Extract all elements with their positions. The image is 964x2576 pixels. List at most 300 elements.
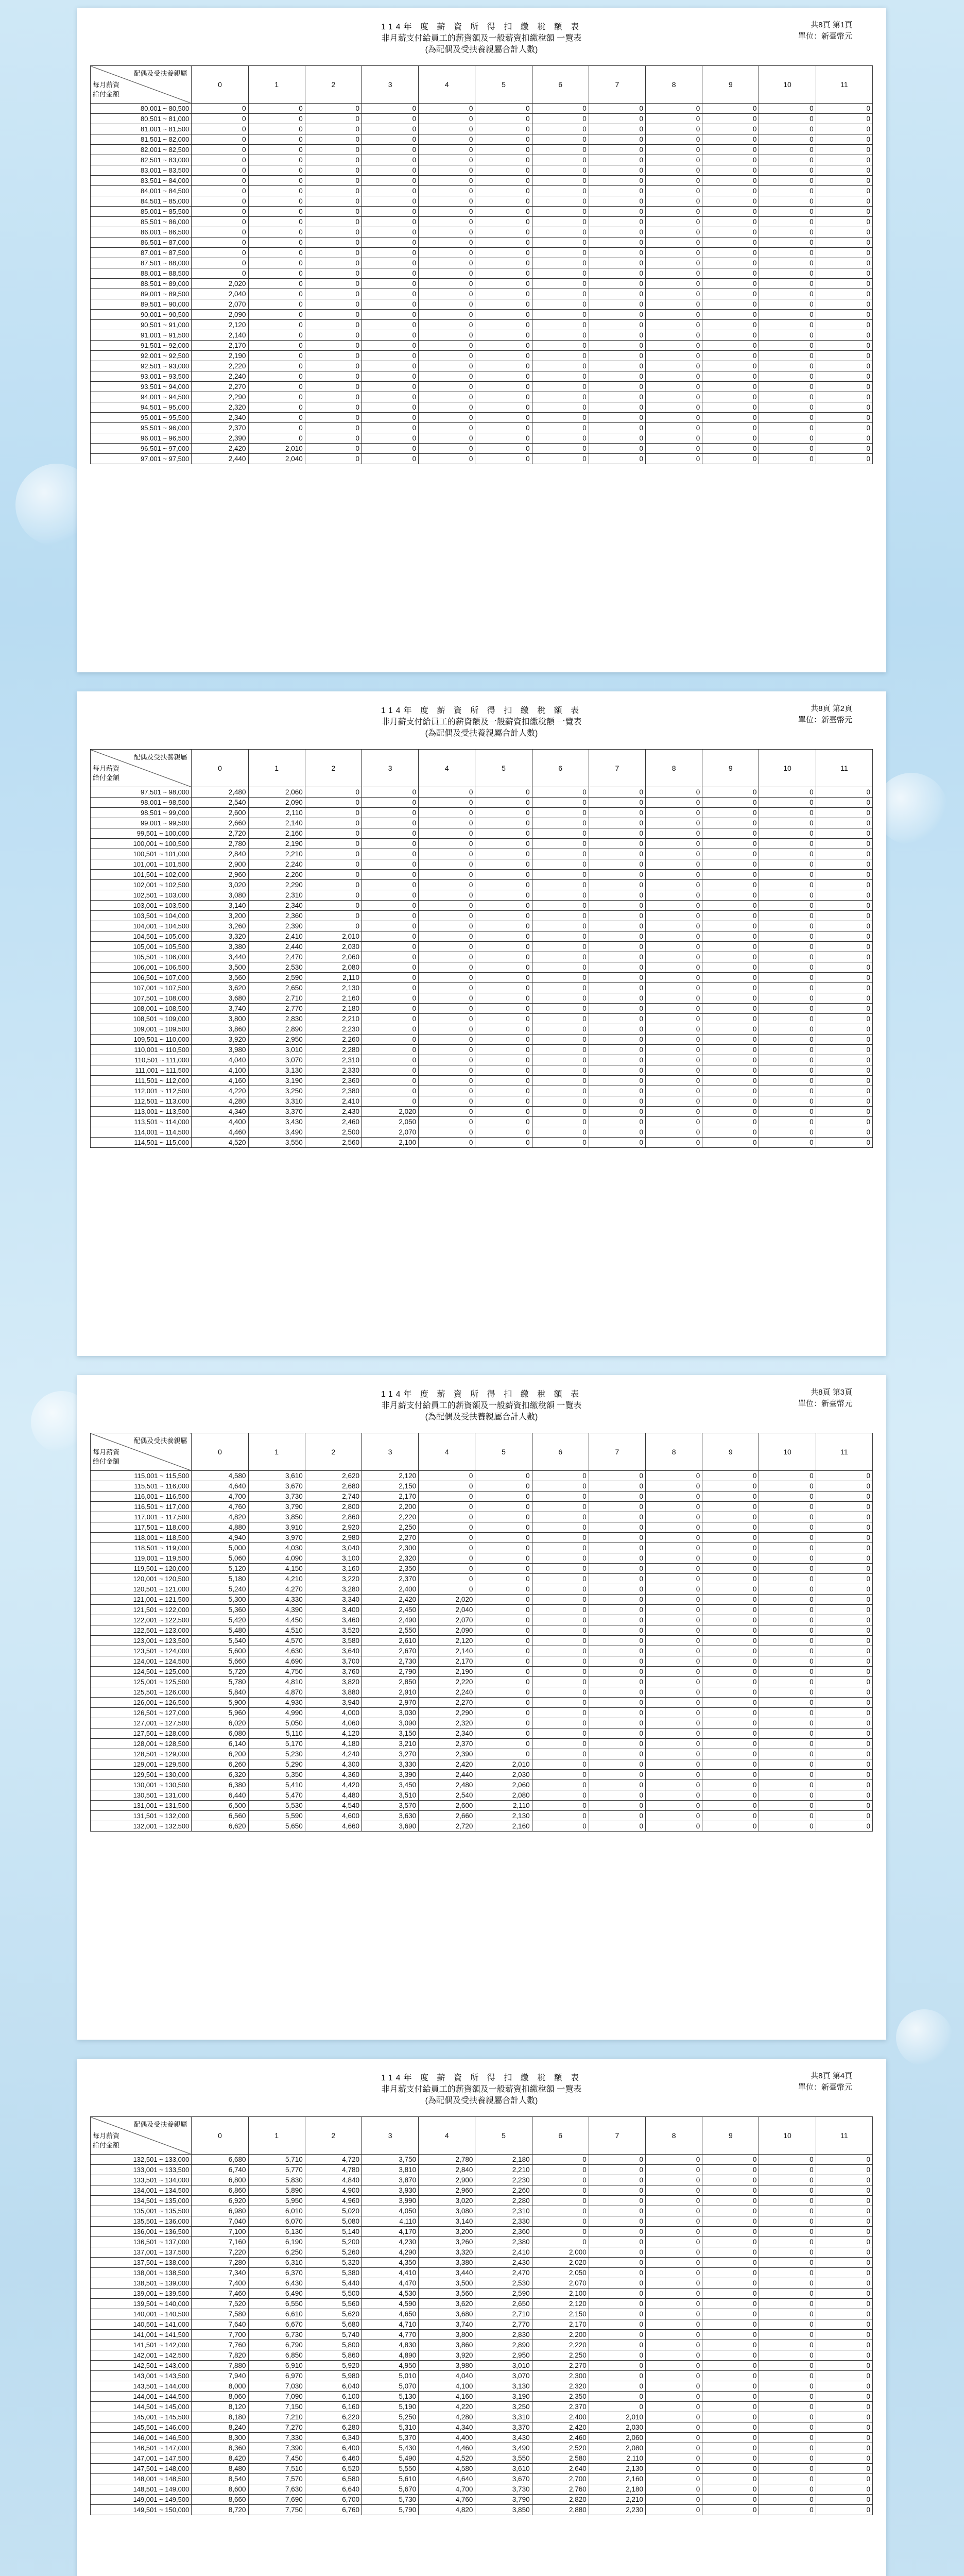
tax-amount-cell: 8,660 bbox=[192, 2495, 248, 2505]
table-row bbox=[91, 1127, 873, 1138]
tax-amount-cell: 0 bbox=[361, 1004, 418, 1014]
tax-amount-cell: 0 bbox=[759, 2216, 816, 2227]
tax-amount-cell: 6,550 bbox=[248, 2299, 305, 2309]
tax-amount-cell: 0 bbox=[361, 227, 418, 238]
tax-amount-cell: 0 bbox=[589, 880, 645, 890]
tax-amount-cell: 0 bbox=[589, 859, 645, 870]
tax-amount-cell: 0 bbox=[759, 798, 816, 808]
salary-range-cell: 138,501 ~ 139,000 bbox=[91, 2278, 192, 2289]
tax-amount-cell: 0 bbox=[589, 921, 645, 931]
tax-amount-cell: 0 bbox=[248, 289, 305, 299]
table-row bbox=[91, 2278, 873, 2289]
currency-unit: 單位：新臺幣元 bbox=[798, 2083, 852, 2092]
tax-amount-cell: 6,040 bbox=[305, 2381, 361, 2392]
tax-amount-cell: 0 bbox=[816, 931, 872, 942]
tax-amount-cell: 2,600 bbox=[419, 1801, 475, 1811]
tax-amount-cell: 0 bbox=[305, 787, 361, 798]
tax-amount-cell: 0 bbox=[532, 2227, 589, 2237]
tax-amount-cell: 0 bbox=[816, 1512, 872, 1522]
tax-amount-cell: 3,760 bbox=[305, 1667, 361, 1677]
tax-amount-cell: 0 bbox=[419, 1014, 475, 1024]
tax-amount-cell: 0 bbox=[475, 145, 532, 155]
salary-range-cell: 135,501 ~ 136,000 bbox=[91, 2216, 192, 2227]
tax-amount-cell: 0 bbox=[702, 258, 759, 268]
tax-amount-cell: 0 bbox=[419, 931, 475, 942]
tax-amount-cell: 0 bbox=[419, 1107, 475, 1117]
column-header: 8 bbox=[646, 750, 702, 787]
tax-amount-cell: 0 bbox=[646, 134, 702, 145]
tax-amount-cell: 0 bbox=[192, 217, 248, 227]
tax-amount-cell: 5,960 bbox=[192, 1708, 248, 1718]
tax-amount-cell: 0 bbox=[816, 1790, 872, 1801]
tax-amount-cell: 0 bbox=[702, 1574, 759, 1584]
tax-amount-cell: 0 bbox=[532, 1595, 589, 1605]
tax-amount-cell: 7,280 bbox=[192, 2258, 248, 2268]
tax-amount-cell: 0 bbox=[361, 993, 418, 1004]
tax-amount-cell: 0 bbox=[816, 124, 872, 134]
tax-amount-cell: 0 bbox=[532, 962, 589, 973]
tax-amount-cell: 4,660 bbox=[305, 1821, 361, 1832]
salary-range-cell: 139,001 ~ 139,500 bbox=[91, 2289, 192, 2299]
tax-amount-cell: 0 bbox=[646, 911, 702, 921]
tax-amount-cell: 0 bbox=[589, 787, 645, 798]
tax-amount-cell: 0 bbox=[646, 1014, 702, 1024]
tax-amount-cell: 0 bbox=[759, 2350, 816, 2361]
tax-amount-cell: 4,650 bbox=[361, 2309, 418, 2319]
tax-amount-cell: 0 bbox=[646, 145, 702, 155]
tax-amount-cell: 2,300 bbox=[361, 1543, 418, 1553]
tax-amount-cell: 6,250 bbox=[248, 2247, 305, 2258]
tax-amount-cell: 0 bbox=[475, 1636, 532, 1646]
tax-amount-cell: 0 bbox=[759, 341, 816, 351]
tax-amount-cell: 2,290 bbox=[248, 880, 305, 890]
tax-amount-cell: 0 bbox=[532, 2155, 589, 2165]
tax-amount-cell: 2,210 bbox=[475, 2165, 532, 2175]
tax-amount-cell: 0 bbox=[532, 361, 589, 371]
tax-amount-cell: 0 bbox=[759, 1595, 816, 1605]
table-row bbox=[91, 1759, 873, 1770]
tax-amount-cell: 0 bbox=[759, 849, 816, 859]
tax-amount-cell: 0 bbox=[532, 1553, 589, 1564]
tax-amount-cell: 0 bbox=[702, 952, 759, 962]
tax-amount-cell: 0 bbox=[759, 921, 816, 931]
tax-amount-cell: 4,810 bbox=[248, 1677, 305, 1687]
tax-amount-cell: 2,770 bbox=[248, 1004, 305, 1014]
tax-amount-cell: 0 bbox=[361, 931, 418, 942]
tax-amount-cell: 0 bbox=[646, 413, 702, 423]
tax-amount-cell: 0 bbox=[532, 402, 589, 413]
tax-amount-cell: 0 bbox=[589, 2206, 645, 2216]
tax-amount-cell: 0 bbox=[759, 1584, 816, 1595]
column-header: 3 bbox=[361, 2117, 418, 2155]
tax-amount-cell: 0 bbox=[192, 238, 248, 248]
salary-range-cell: 130,501 ~ 131,000 bbox=[91, 1790, 192, 1801]
table-row bbox=[91, 145, 873, 155]
tax-amount-cell: 0 bbox=[305, 124, 361, 134]
tax-amount-cell: 8,480 bbox=[192, 2464, 248, 2474]
tax-amount-cell: 4,630 bbox=[248, 1646, 305, 1656]
salary-range-cell: 102,001 ~ 102,500 bbox=[91, 880, 192, 890]
tax-amount-cell: 0 bbox=[475, 207, 532, 217]
tax-amount-cell: 0 bbox=[305, 818, 361, 828]
tax-amount-cell: 0 bbox=[759, 454, 816, 464]
tax-amount-cell: 0 bbox=[646, 2340, 702, 2350]
tax-amount-cell: 0 bbox=[646, 1656, 702, 1667]
salary-range-cell: 116,001 ~ 116,500 bbox=[91, 1492, 192, 1502]
tax-amount-cell: 2,130 bbox=[589, 2464, 645, 2474]
tax-amount-cell: 2,420 bbox=[361, 1595, 418, 1605]
tax-amount-cell: 0 bbox=[475, 351, 532, 361]
salary-range-cell: 105,501 ~ 106,000 bbox=[91, 952, 192, 962]
tax-amount-cell: 2,080 bbox=[305, 962, 361, 973]
tax-amount-cell: 0 bbox=[419, 176, 475, 186]
tax-amount-cell: 0 bbox=[589, 392, 645, 402]
tax-amount-cell: 0 bbox=[419, 258, 475, 268]
tax-amount-cell: 2,460 bbox=[305, 1117, 361, 1127]
column-header: 2 bbox=[305, 2117, 361, 2155]
column-header: 8 bbox=[646, 2117, 702, 2155]
tax-amount-cell: 0 bbox=[475, 155, 532, 165]
tax-amount-cell: 0 bbox=[702, 371, 759, 382]
tax-amount-cell: 0 bbox=[248, 433, 305, 444]
tax-amount-cell: 4,340 bbox=[419, 2422, 475, 2433]
salary-range-cell: 94,501 ~ 95,000 bbox=[91, 402, 192, 413]
tax-amount-cell: 0 bbox=[759, 392, 816, 402]
tax-amount-cell: 0 bbox=[646, 2474, 702, 2484]
tax-amount-cell: 0 bbox=[816, 911, 872, 921]
tax-amount-cell: 0 bbox=[589, 849, 645, 859]
table-row bbox=[91, 1481, 873, 1492]
salary-range-cell: 81,001 ~ 81,500 bbox=[91, 124, 192, 134]
tax-amount-cell: 0 bbox=[248, 268, 305, 279]
tax-amount-cell: 3,080 bbox=[419, 2206, 475, 2216]
tax-amount-cell: 0 bbox=[589, 186, 645, 196]
tax-amount-cell: 0 bbox=[419, 1564, 475, 1574]
tax-amount-cell: 0 bbox=[759, 1780, 816, 1790]
table-row bbox=[91, 1512, 873, 1522]
tax-amount-cell: 2,410 bbox=[475, 2247, 532, 2258]
tax-amount-cell: 0 bbox=[702, 983, 759, 993]
tax-amount-cell: 0 bbox=[475, 983, 532, 993]
tax-amount-cell: 0 bbox=[532, 1821, 589, 1832]
tax-amount-cell: 3,670 bbox=[248, 1481, 305, 1492]
tax-amount-cell: 3,340 bbox=[305, 1595, 361, 1605]
tax-amount-cell: 0 bbox=[475, 1471, 532, 1481]
tax-amount-cell: 0 bbox=[475, 330, 532, 341]
tax-amount-cell: 0 bbox=[419, 962, 475, 973]
tax-amount-cell: 0 bbox=[475, 1584, 532, 1595]
tax-amount-cell: 0 bbox=[702, 1543, 759, 1553]
tax-amount-cell: 0 bbox=[361, 196, 418, 207]
tax-amount-cell: 0 bbox=[589, 134, 645, 145]
tax-amount-cell: 0 bbox=[305, 859, 361, 870]
tax-amount-cell: 2,480 bbox=[192, 787, 248, 798]
tax-amount-cell: 5,560 bbox=[305, 2299, 361, 2309]
table-row bbox=[91, 952, 873, 962]
tax-amount-cell: 2,200 bbox=[532, 2330, 589, 2340]
table-row bbox=[91, 983, 873, 993]
table-row bbox=[91, 165, 873, 176]
tax-amount-cell: 0 bbox=[646, 165, 702, 176]
tax-amount-cell: 0 bbox=[646, 2268, 702, 2278]
tax-amount-cell: 0 bbox=[589, 1687, 645, 1698]
table-row bbox=[91, 104, 873, 114]
tax-amount-cell: 0 bbox=[759, 818, 816, 828]
tax-amount-cell: 0 bbox=[361, 890, 418, 901]
salary-range-cell: 146,501 ~ 147,000 bbox=[91, 2443, 192, 2453]
tax-amount-cell: 0 bbox=[702, 1595, 759, 1605]
salary-range-cell: 118,001 ~ 118,500 bbox=[91, 1533, 192, 1543]
column-header: 1 bbox=[248, 750, 305, 787]
tax-amount-cell: 0 bbox=[816, 901, 872, 911]
tax-amount-cell: 0 bbox=[759, 1471, 816, 1481]
tax-amount-cell: 2,420 bbox=[192, 444, 248, 454]
tax-amount-cell: 7,090 bbox=[248, 2392, 305, 2402]
salary-range-cell: 121,001 ~ 121,500 bbox=[91, 1595, 192, 1605]
column-header: 3 bbox=[361, 1433, 418, 1471]
tax-amount-cell: 2,270 bbox=[532, 2361, 589, 2371]
tax-amount-cell: 0 bbox=[532, 289, 589, 299]
tax-amount-cell: 0 bbox=[646, 2402, 702, 2412]
tax-amount-cell: 0 bbox=[702, 890, 759, 901]
tax-amount-cell: 0 bbox=[646, 2155, 702, 2165]
tax-amount-cell: 2,150 bbox=[532, 2309, 589, 2319]
column-header: 9 bbox=[702, 1433, 759, 1471]
tax-amount-cell: 0 bbox=[702, 341, 759, 351]
column-header: 11 bbox=[816, 750, 872, 787]
tax-amount-cell: 5,260 bbox=[305, 2247, 361, 2258]
salary-range-cell: 87,501 ~ 88,000 bbox=[91, 258, 192, 268]
tax-amount-cell: 0 bbox=[475, 1492, 532, 1502]
tax-amount-cell: 0 bbox=[702, 1045, 759, 1055]
salary-range-cell: 94,001 ~ 94,500 bbox=[91, 392, 192, 402]
tax-amount-cell: 6,010 bbox=[248, 2206, 305, 2216]
tax-amount-cell: 0 bbox=[702, 1687, 759, 1698]
tax-amount-cell: 0 bbox=[475, 310, 532, 320]
tax-amount-cell: 3,100 bbox=[305, 1553, 361, 1564]
salary-range-cell: 144,501 ~ 145,000 bbox=[91, 2402, 192, 2412]
tax-amount-cell: 0 bbox=[532, 983, 589, 993]
tax-amount-cell: 0 bbox=[475, 413, 532, 423]
tax-amount-cell: 0 bbox=[419, 921, 475, 931]
tax-amount-cell: 2,280 bbox=[475, 2196, 532, 2206]
tax-amount-cell: 0 bbox=[759, 299, 816, 310]
tax-amount-cell: 0 bbox=[646, 341, 702, 351]
tax-amount-cell: 0 bbox=[361, 787, 418, 798]
tax-amount-cell: 0 bbox=[305, 155, 361, 165]
tax-amount-cell: 2,290 bbox=[192, 392, 248, 402]
tax-amount-cell: 0 bbox=[475, 1667, 532, 1677]
tax-amount-cell: 0 bbox=[646, 310, 702, 320]
table-row bbox=[91, 890, 873, 901]
tax-amount-cell: 2,100 bbox=[361, 1138, 418, 1148]
salary-range-cell: 112,501 ~ 113,000 bbox=[91, 1096, 192, 1107]
tax-amount-cell: 0 bbox=[419, 1004, 475, 1014]
tax-amount-cell: 0 bbox=[475, 1035, 532, 1045]
tax-amount-cell: 0 bbox=[532, 880, 589, 890]
tax-amount-cell: 0 bbox=[361, 973, 418, 983]
tax-amount-cell: 0 bbox=[646, 1636, 702, 1646]
tax-amount-cell: 3,070 bbox=[248, 1055, 305, 1065]
tax-amount-cell: 0 bbox=[759, 1045, 816, 1055]
tax-amount-cell: 6,200 bbox=[192, 1749, 248, 1759]
salary-range-cell: 89,501 ~ 90,000 bbox=[91, 299, 192, 310]
tax-amount-cell: 4,700 bbox=[419, 2484, 475, 2495]
tax-amount-cell: 0 bbox=[702, 2371, 759, 2381]
tax-amount-cell: 0 bbox=[702, 1481, 759, 1492]
tax-amount-cell: 0 bbox=[759, 382, 816, 392]
tax-amount-cell: 0 bbox=[532, 1543, 589, 1553]
tax-amount-cell: 0 bbox=[816, 2216, 872, 2227]
tax-amount-cell: 2,560 bbox=[305, 1138, 361, 1148]
tax-amount-cell: 0 bbox=[816, 279, 872, 289]
table-row bbox=[91, 1004, 873, 1014]
tax-amount-cell: 2,680 bbox=[305, 1481, 361, 1492]
tax-amount-cell: 0 bbox=[589, 1096, 645, 1107]
tax-amount-cell: 0 bbox=[759, 2268, 816, 2278]
tax-amount-cell: 0 bbox=[702, 2453, 759, 2464]
tax-amount-cell: 7,210 bbox=[248, 2412, 305, 2422]
tax-amount-cell: 0 bbox=[759, 2206, 816, 2216]
tax-amount-cell: 0 bbox=[361, 901, 418, 911]
tax-amount-cell: 2,670 bbox=[361, 1646, 418, 1656]
tax-amount-cell: 6,460 bbox=[305, 2453, 361, 2464]
tax-amount-cell: 2,010 bbox=[248, 444, 305, 454]
table-row bbox=[91, 1636, 873, 1646]
tax-amount-cell: 2,250 bbox=[361, 1522, 418, 1533]
salary-range-cell: 124,001 ~ 124,500 bbox=[91, 1656, 192, 1667]
tax-amount-cell: 0 bbox=[816, 1522, 872, 1533]
tax-amount-cell: 0 bbox=[702, 186, 759, 196]
tax-amount-cell: 2,060 bbox=[305, 952, 361, 962]
tax-amount-cell: 0 bbox=[816, 2196, 872, 2206]
tax-amount-cell: 0 bbox=[475, 165, 532, 176]
tax-amount-cell: 0 bbox=[248, 382, 305, 392]
tax-amount-cell: 0 bbox=[305, 413, 361, 423]
tax-amount-cell: 3,730 bbox=[475, 2484, 532, 2495]
tax-amount-cell: 0 bbox=[646, 1035, 702, 1045]
tax-amount-cell: 0 bbox=[589, 196, 645, 207]
tax-amount-cell: 2,920 bbox=[305, 1522, 361, 1533]
tax-amount-cell: 0 bbox=[532, 1708, 589, 1718]
tax-amount-cell: 0 bbox=[361, 217, 418, 227]
tax-amount-cell: 5,230 bbox=[248, 1749, 305, 1759]
tax-amount-cell: 4,510 bbox=[248, 1625, 305, 1636]
tax-amount-cell: 0 bbox=[816, 402, 872, 413]
tax-amount-cell: 0 bbox=[248, 299, 305, 310]
tax-amount-cell: 5,490 bbox=[361, 2453, 418, 2464]
tax-amount-cell: 0 bbox=[589, 176, 645, 186]
tax-amount-cell: 0 bbox=[646, 371, 702, 382]
tax-amount-cell: 2,210 bbox=[248, 849, 305, 859]
tax-amount-cell: 2,160 bbox=[305, 993, 361, 1004]
tax-amount-cell: 7,030 bbox=[248, 2381, 305, 2392]
tax-amount-cell: 0 bbox=[419, 880, 475, 890]
tax-amount-cell: 3,450 bbox=[361, 1780, 418, 1790]
tax-amount-cell: 0 bbox=[759, 1718, 816, 1728]
table-row bbox=[91, 413, 873, 423]
tax-amount-cell: 0 bbox=[589, 320, 645, 330]
tax-amount-cell: 0 bbox=[361, 392, 418, 402]
tax-amount-cell: 0 bbox=[532, 248, 589, 258]
tax-amount-cell: 0 bbox=[475, 444, 532, 454]
tax-amount-cell: 0 bbox=[816, 2247, 872, 2258]
tax-amount-cell: 0 bbox=[646, 921, 702, 931]
tax-amount-cell: 0 bbox=[589, 1138, 645, 1148]
tax-amount-cell: 0 bbox=[532, 423, 589, 433]
tax-amount-cell: 3,550 bbox=[475, 2453, 532, 2464]
tax-amount-cell: 0 bbox=[816, 1677, 872, 1687]
tax-amount-cell: 0 bbox=[475, 901, 532, 911]
salary-range-cell: 101,001 ~ 101,500 bbox=[91, 859, 192, 870]
column-header: 3 bbox=[361, 750, 418, 787]
tax-amount-cell: 4,270 bbox=[248, 1584, 305, 1595]
tax-amount-cell: 2,030 bbox=[305, 942, 361, 952]
tax-amount-cell: 0 bbox=[702, 901, 759, 911]
tax-amount-cell: 0 bbox=[759, 2392, 816, 2402]
tax-amount-cell: 4,820 bbox=[419, 2505, 475, 2515]
tax-amount-cell: 6,610 bbox=[248, 2309, 305, 2319]
tax-amount-cell: 0 bbox=[759, 1502, 816, 1512]
tax-amount-cell: 0 bbox=[816, 973, 872, 983]
tax-amount-cell: 0 bbox=[816, 207, 872, 217]
tax-amount-cell: 8,540 bbox=[192, 2474, 248, 2484]
tax-amount-cell: 0 bbox=[361, 1096, 418, 1107]
tax-amount-cell: 0 bbox=[248, 361, 305, 371]
tax-amount-cell: 0 bbox=[192, 207, 248, 217]
tax-amount-cell: 7,630 bbox=[248, 2484, 305, 2495]
tax-amount-cell: 0 bbox=[361, 952, 418, 962]
tax-amount-cell: 0 bbox=[702, 320, 759, 330]
tax-amount-cell: 0 bbox=[759, 1127, 816, 1138]
tax-amount-cell: 0 bbox=[532, 1790, 589, 1801]
tax-amount-cell: 0 bbox=[759, 870, 816, 880]
tax-amount-cell: 0 bbox=[646, 1739, 702, 1749]
table-row bbox=[91, 2309, 873, 2319]
tax-amount-cell: 0 bbox=[361, 248, 418, 258]
tax-amount-cell: 0 bbox=[532, 279, 589, 289]
currency-unit: 單位：新臺幣元 bbox=[798, 32, 852, 41]
tax-amount-cell: 2,120 bbox=[532, 2299, 589, 2309]
tax-amount-cell: 0 bbox=[759, 186, 816, 196]
corner-header-salary: 每月薪資 bbox=[93, 81, 120, 89]
tax-amount-cell: 0 bbox=[475, 320, 532, 330]
corner-header-dependents: 配偶及受扶養親屬 bbox=[133, 1437, 187, 1445]
tax-amount-cell: 0 bbox=[646, 993, 702, 1004]
tax-amount-cell: 0 bbox=[759, 973, 816, 983]
tax-amount-cell: 0 bbox=[646, 1107, 702, 1117]
tax-amount-cell: 0 bbox=[589, 238, 645, 248]
salary-range-cell: 107,501 ~ 108,000 bbox=[91, 993, 192, 1004]
tax-amount-cell: 3,380 bbox=[419, 2258, 475, 2268]
tax-amount-cell: 0 bbox=[589, 207, 645, 217]
tax-amount-cell: 0 bbox=[475, 1096, 532, 1107]
table-row bbox=[91, 921, 873, 931]
tax-amount-cell: 5,600 bbox=[192, 1646, 248, 1656]
tax-amount-cell: 0 bbox=[248, 145, 305, 155]
tax-amount-cell: 0 bbox=[702, 124, 759, 134]
tax-amount-cell: 0 bbox=[646, 1605, 702, 1615]
tax-amount-cell: 0 bbox=[589, 890, 645, 901]
salary-range-cell: 114,001 ~ 114,500 bbox=[91, 1127, 192, 1138]
tax-amount-cell: 2,590 bbox=[475, 2289, 532, 2299]
tax-amount-cell: 0 bbox=[532, 444, 589, 454]
tax-amount-cell: 0 bbox=[589, 828, 645, 839]
tax-amount-cell: 0 bbox=[646, 2371, 702, 2381]
tax-amount-cell: 0 bbox=[419, 1065, 475, 1076]
tax-amount-cell: 0 bbox=[702, 2330, 759, 2340]
tax-amount-cell: 0 bbox=[702, 433, 759, 444]
